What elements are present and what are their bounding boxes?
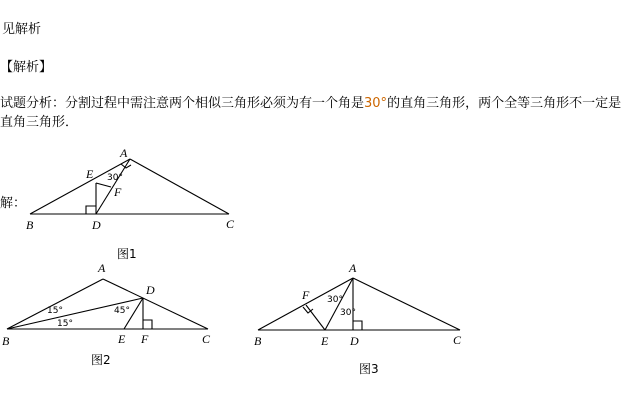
fig3-label-e: E: [321, 334, 329, 348]
fig2-side-ab: [7, 279, 103, 329]
fig1-label-f: F: [114, 185, 122, 199]
fig3-label-d: D: [350, 334, 359, 348]
fig3-label-a: A: [349, 261, 357, 275]
solution-label: 解：: [0, 196, 27, 211]
fig1-label-d: D: [92, 218, 101, 232]
answer-line: 见解析: [2, 22, 42, 37]
fig1-angle-30: 30°: [107, 173, 123, 183]
fig3-segment-ef: [306, 305, 325, 330]
fig2-label-a: A: [98, 261, 106, 275]
fig1-label-c: C: [226, 217, 235, 231]
fig1-segment-ef: [96, 183, 111, 187]
fig3-angle-30-right: 30°: [340, 308, 356, 318]
fig2-angle-15-top: 15°: [47, 306, 63, 316]
fig2-label-c: C: [202, 332, 211, 346]
fig2-label-d: D: [146, 283, 155, 297]
section-title: 【解析】: [0, 60, 53, 75]
fig3-right-angle-d: [353, 321, 362, 330]
fig2-label-b: B: [2, 334, 10, 348]
analysis-highlight: 30°: [364, 96, 388, 111]
fig2-label-f: F: [141, 332, 149, 346]
fig3-angle-30-left: 30°: [327, 295, 343, 305]
fig3-label-b: B: [254, 334, 262, 348]
figure-1: [26, 146, 235, 261]
fig2-label-e: E: [118, 332, 126, 346]
fig3-label-c: C: [453, 333, 462, 347]
fig1-label-e: E: [86, 167, 94, 181]
fig2-angle-15-bottom: 15°: [57, 319, 73, 329]
figure-3: [254, 261, 462, 376]
fig3-side-ac: [353, 278, 460, 330]
fig3-caption: 图3: [359, 362, 379, 376]
figure-2: [2, 261, 211, 367]
fig1-caption: 图1: [117, 247, 137, 261]
analysis-text-after: 的直角三角形，两个全等三角形不一定是直角三角形．: [0, 96, 622, 130]
fig3-label-f: F: [302, 288, 310, 302]
fig1-side-ac: [130, 159, 229, 214]
fig2-angle-45: 45°: [114, 306, 130, 316]
fig2-right-angle-f: [143, 320, 152, 329]
fig1-label-b: B: [26, 218, 34, 232]
fig1-right-angle-d: [86, 206, 96, 214]
fig2-caption: 图2: [91, 353, 111, 367]
analysis-text-before: 试题分析：分割过程中需注意两个相似三角形必须为有一个角是: [0, 96, 365, 111]
fig1-label-a: A: [120, 146, 128, 160]
